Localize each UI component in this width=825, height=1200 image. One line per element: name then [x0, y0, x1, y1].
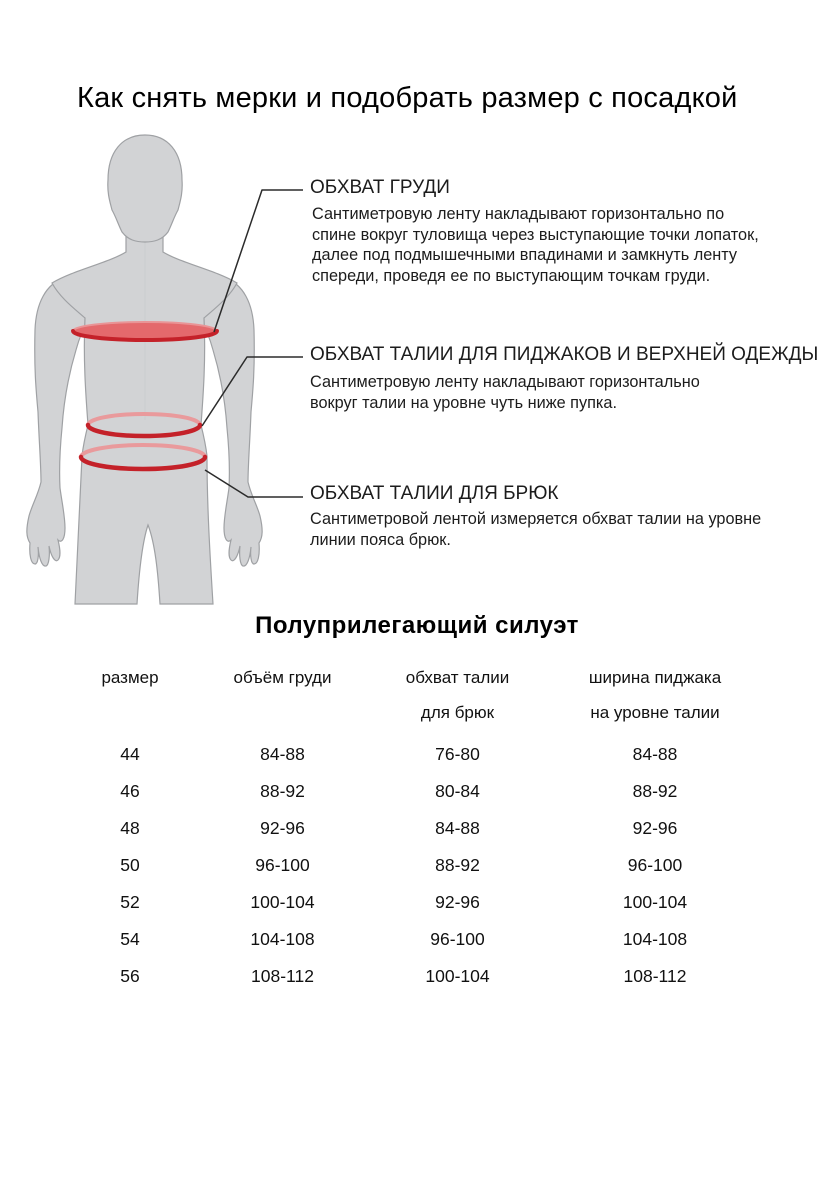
table-row: 46 88-92 80-84 88-92 [120, 781, 678, 801]
size-table [60, 660, 760, 995]
trouser-waist-leader-line [205, 470, 303, 497]
page-title: Как снять мерки и подобрать размер с посадкой [77, 82, 738, 114]
table-row: 50 96-100 88-92 96-100 [120, 855, 683, 875]
size-table-body [60, 736, 760, 995]
column-header-jacket-width: ширина пиджака на уровне талии [588, 668, 722, 722]
trouser-waist-measure-description: Сантиметровой лентой измеряется обхват талии на уровне линии пояса брюк. [310, 510, 762, 549]
head [108, 135, 182, 242]
table-row: 54 104-108 96-100 104-108 [120, 929, 688, 949]
size-table-header [60, 660, 760, 732]
column-header-trouser-waist: обхват талии для брюк [405, 668, 510, 722]
jacket-waist-measure-description: Сантиметровую ленту накладывают горизонтально вокруг талии на уровне чуть ниже пупка. [310, 373, 700, 412]
chest-band [73, 322, 217, 340]
chest-measure-description: Сантиметровую ленту накладывают горизонтально по спине вокруг туловища через выступающие точки лопаток, далее под подмышечными впадинами и замкнуть ленту спереди, проведя ее по выступающим точкам груди. [312, 205, 759, 285]
silhouette-section-title: Полуприлегающий силуэт [255, 612, 579, 639]
chest-measure-label: ОБХВАТ ГРУДИ [310, 177, 450, 198]
trouser-waist-measure-label: ОБХВАТ ТАЛИИ ДЛЯ БРЮК [310, 483, 559, 504]
column-header-size: размер [101, 668, 159, 687]
jacket-waist-measure-label: ОБХВАТ ТАЛИИ ДЛЯ ПИДЖАКОВ И ВЕРХНЕЙ ОДЕЖДЫ [310, 344, 819, 365]
table-row: 48 92-96 84-88 92-96 [120, 818, 678, 838]
table-row: 56 108-112 100-104 108-112 [120, 966, 687, 986]
table-row: 44 84-88 76-80 84-88 [120, 744, 678, 764]
table-row: 52 100-104 92-96 100-104 [120, 892, 688, 912]
column-header-chest: объём груди [233, 668, 332, 687]
